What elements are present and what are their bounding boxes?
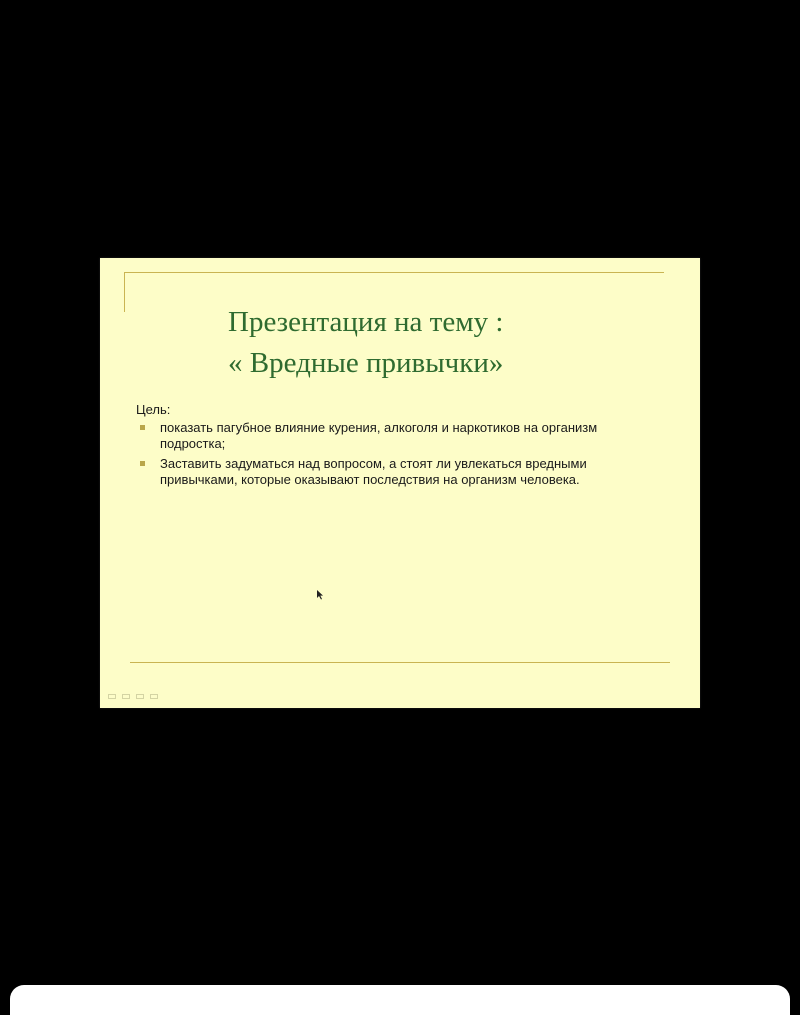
bullet-text: Заставить задуматься над вопросом, а стоят ли увлекаться вредными привычками, которые оказывают последствия на организм человека. <box>160 456 587 487</box>
mouse-pointer-icon <box>316 590 324 600</box>
presentation-slide[interactable] <box>100 258 700 708</box>
slide-title-line-2: « Вредные привычки» <box>228 347 504 379</box>
prev-slide-icon[interactable] <box>108 694 116 699</box>
goal-label: Цель: <box>136 402 171 417</box>
next-slide-icon[interactable] <box>150 694 158 699</box>
menu-icon[interactable] <box>136 694 144 699</box>
slide-title-line-1: Презентация на тему : <box>228 306 504 338</box>
slideshow-navigation <box>108 694 158 699</box>
slide-title <box>228 302 648 384</box>
slide-body <box>136 402 656 492</box>
goal-list <box>136 420 656 488</box>
list-item <box>136 420 656 452</box>
bottom-decorative-rule <box>130 662 670 663</box>
bottom-sheet-edge <box>10 985 790 1015</box>
notes-icon[interactable] <box>122 694 130 699</box>
bullet-square-icon <box>140 425 145 430</box>
list-item <box>136 456 656 488</box>
left-decorative-rule <box>124 272 125 312</box>
top-decorative-rule <box>124 272 664 273</box>
bullet-text: показать пагубное влияние курения, алкоголя и наркотиков на организм подростка; <box>160 420 598 451</box>
bullet-square-icon <box>140 461 145 466</box>
